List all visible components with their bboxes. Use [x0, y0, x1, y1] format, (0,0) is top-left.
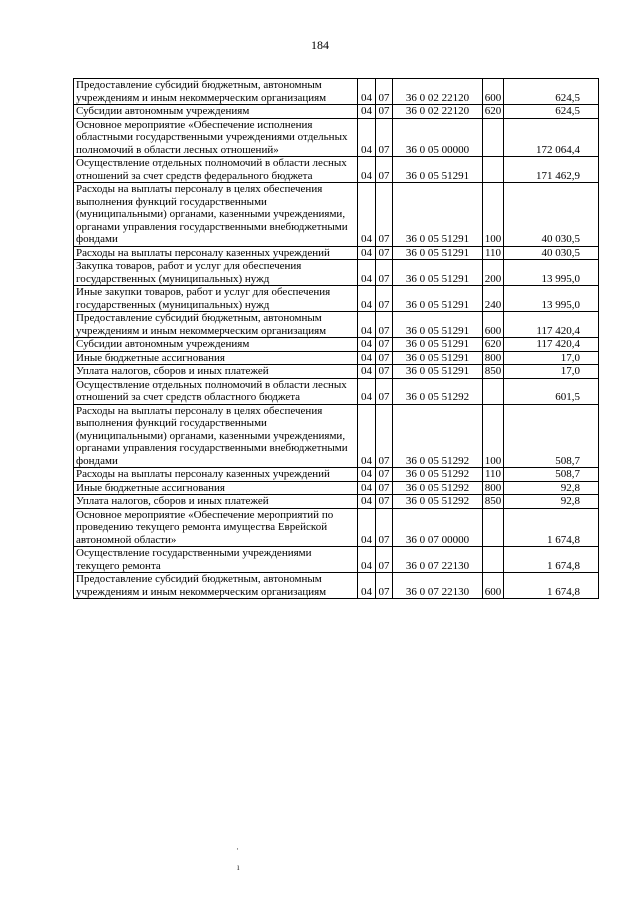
row-name: Основное мероприятие «Обеспечение исполнения областными государственными учреждениями отдельных полномочий в области лесных отношений» [74, 118, 358, 157]
row-code-rz: 04 [358, 468, 376, 482]
row-name: Основное мероприятие «Обеспечение мероприятий по проведению текущего ремонта имущества Еврейской автономной области» [74, 508, 358, 547]
budget-table [73, 78, 599, 599]
row-sum: 171 462,9 [504, 157, 599, 183]
table-row [74, 118, 599, 157]
table-row [74, 312, 599, 338]
row-code-csr: 36 0 05 51291 [393, 351, 483, 365]
row-sum: 92,8 [504, 495, 599, 509]
row-code-pr: 07 [376, 404, 393, 468]
row-name: Расходы на выплаты персоналу в целях обеспечения выполнения функций государственными (муниципальными) органами, казенными учреждениями, органами управления государственными внебюджетными фондами [74, 404, 358, 468]
row-code-vr [483, 118, 504, 157]
row-code-pr: 07 [376, 508, 393, 547]
row-code-pr: 07 [376, 79, 393, 105]
row-sum: 13 995,0 [504, 286, 599, 312]
row-code-pr: 07 [376, 312, 393, 338]
row-code-csr: 36 0 05 51291 [393, 260, 483, 286]
row-name: Предоставление субсидий бюджетным, автономным учреждениям и иным некоммерческим организациям [74, 312, 358, 338]
table-row [74, 573, 599, 599]
row-code-rz: 04 [358, 183, 376, 247]
row-code-csr: 36 0 02 22120 [393, 79, 483, 105]
row-code-vr: 850 [483, 495, 504, 509]
row-code-csr: 36 0 07 00000 [393, 508, 483, 547]
row-code-vr: 600 [483, 79, 504, 105]
row-sum: 601,5 [504, 378, 599, 404]
row-sum: 508,7 [504, 404, 599, 468]
row-name: Субсидии автономным учреждениям [74, 105, 358, 119]
row-code-csr: 36 0 05 51291 [393, 338, 483, 352]
table-row [74, 404, 599, 468]
table-row [74, 260, 599, 286]
row-code-csr: 36 0 07 22130 [393, 573, 483, 599]
row-code-pr: 07 [376, 260, 393, 286]
row-code-pr: 07 [376, 338, 393, 352]
row-code-vr: 110 [483, 246, 504, 260]
scan-mark: ı [237, 862, 240, 872]
table-row [74, 246, 599, 260]
row-code-pr: 07 [376, 105, 393, 119]
row-code-csr: 36 0 05 51291 [393, 183, 483, 247]
row-code-pr: 07 [376, 365, 393, 379]
row-name: Расходы на выплаты персоналу казенных учреждений [74, 468, 358, 482]
row-code-csr: 36 0 07 22130 [393, 547, 483, 573]
row-code-pr: 07 [376, 183, 393, 247]
row-code-vr: 100 [483, 183, 504, 247]
row-code-vr: 620 [483, 105, 504, 119]
row-code-rz: 04 [358, 286, 376, 312]
row-code-pr: 07 [376, 468, 393, 482]
row-code-csr: 36 0 05 51291 [393, 157, 483, 183]
row-code-vr: 850 [483, 365, 504, 379]
table-row [74, 495, 599, 509]
table-row [74, 157, 599, 183]
row-code-rz: 04 [358, 246, 376, 260]
row-code-vr: 800 [483, 351, 504, 365]
row-code-rz: 04 [358, 378, 376, 404]
row-code-vr: 110 [483, 468, 504, 482]
row-code-rz: 04 [358, 118, 376, 157]
row-code-csr: 36 0 05 51291 [393, 365, 483, 379]
row-sum: 40 030,5 [504, 246, 599, 260]
row-code-rz: 04 [358, 481, 376, 495]
row-sum: 508,7 [504, 468, 599, 482]
row-code-rz: 04 [358, 79, 376, 105]
row-name: Иные бюджетные ассигнования [74, 351, 358, 365]
row-name: Субсидии автономным учреждениям [74, 338, 358, 352]
row-code-vr [483, 378, 504, 404]
row-name: Расходы на выплаты персоналу казенных учреждений [74, 246, 358, 260]
page-number: 184 [311, 38, 329, 52]
row-code-pr: 07 [376, 157, 393, 183]
row-code-pr: 07 [376, 573, 393, 599]
row-name: Предоставление субсидий бюджетным, автономным учреждениям и иным некоммерческим организациям [74, 79, 358, 105]
row-sum: 1 674,8 [504, 508, 599, 547]
row-code-vr [483, 508, 504, 547]
row-code-csr: 36 0 05 51291 [393, 312, 483, 338]
row-code-csr: 36 0 05 51292 [393, 495, 483, 509]
row-code-csr: 36 0 05 51292 [393, 481, 483, 495]
row-sum: 1 674,8 [504, 547, 599, 573]
row-sum: 92,8 [504, 481, 599, 495]
row-code-csr: 36 0 02 22120 [393, 105, 483, 119]
row-code-pr: 07 [376, 286, 393, 312]
row-name: Расходы на выплаты персоналу в целях обеспечения выполнения функций государственными (муниципальными) органами, казенными учреждениями, органами управления государственными внебюджетными фондами [74, 183, 358, 247]
row-code-rz: 04 [358, 157, 376, 183]
row-name: Закупка товаров, работ и услуг для обеспечения государственных (муниципальных) нужд [74, 260, 358, 286]
row-code-rz: 04 [358, 573, 376, 599]
table-row [74, 183, 599, 247]
row-code-rz: 04 [358, 312, 376, 338]
row-code-pr: 07 [376, 495, 393, 509]
row-code-rz: 04 [358, 338, 376, 352]
row-name: Осуществление отдельных полномочий в области лесных отношений за счет средств областного бюджета [74, 378, 358, 404]
row-sum: 13 995,0 [504, 260, 599, 286]
row-sum: 1 674,8 [504, 573, 599, 599]
row-code-vr: 620 [483, 338, 504, 352]
row-sum: 117 420,4 [504, 338, 599, 352]
row-code-rz: 04 [358, 495, 376, 509]
row-name: Уплата налогов, сборов и иных платежей [74, 365, 358, 379]
row-code-vr: 100 [483, 404, 504, 468]
row-code-vr [483, 547, 504, 573]
row-name: Осуществление отдельных полномочий в области лесных отношений за счет средств федерального бюджета [74, 157, 358, 183]
row-code-rz: 04 [358, 508, 376, 547]
row-code-rz: 04 [358, 365, 376, 379]
row-sum: 117 420,4 [504, 312, 599, 338]
row-code-rz: 04 [358, 351, 376, 365]
row-sum: 624,5 [504, 79, 599, 105]
scan-mark: · [236, 844, 239, 854]
row-code-csr: 36 0 05 51291 [393, 286, 483, 312]
table-row [74, 286, 599, 312]
row-code-vr [483, 157, 504, 183]
table-row [74, 468, 599, 482]
row-code-csr: 36 0 05 00000 [393, 118, 483, 157]
table-row [74, 481, 599, 495]
row-sum: 17,0 [504, 365, 599, 379]
row-code-pr: 07 [376, 547, 393, 573]
row-sum: 17,0 [504, 351, 599, 365]
row-code-csr: 36 0 05 51292 [393, 404, 483, 468]
row-code-rz: 04 [358, 404, 376, 468]
row-code-rz: 04 [358, 547, 376, 573]
row-sum: 624,5 [504, 105, 599, 119]
row-name: Уплата налогов, сборов и иных платежей [74, 495, 358, 509]
table-row [74, 365, 599, 379]
row-code-rz: 04 [358, 105, 376, 119]
row-sum: 40 030,5 [504, 183, 599, 247]
row-sum: 172 064,4 [504, 118, 599, 157]
row-code-csr: 36 0 05 51292 [393, 468, 483, 482]
row-name: Предоставление субсидий бюджетным, автономным учреждениям и иным некоммерческим организациям [74, 573, 358, 599]
row-code-pr: 07 [376, 378, 393, 404]
row-code-vr: 200 [483, 260, 504, 286]
row-code-rz: 04 [358, 260, 376, 286]
row-code-pr: 07 [376, 246, 393, 260]
row-code-pr: 07 [376, 481, 393, 495]
table-row [74, 378, 599, 404]
table-row [74, 105, 599, 119]
row-name: Иные закупки товаров, работ и услуг для обеспечения государственных (муниципальных) нужд [74, 286, 358, 312]
row-name: Осуществление государственными учреждениями текущего ремонта [74, 547, 358, 573]
row-code-vr: 600 [483, 573, 504, 599]
row-code-vr: 240 [483, 286, 504, 312]
table-row [74, 79, 599, 105]
row-name: Иные бюджетные ассигнования [74, 481, 358, 495]
row-code-csr: 36 0 05 51291 [393, 246, 483, 260]
row-code-vr: 600 [483, 312, 504, 338]
row-code-pr: 07 [376, 351, 393, 365]
row-code-csr: 36 0 05 51292 [393, 378, 483, 404]
table-row [74, 338, 599, 352]
row-code-vr: 800 [483, 481, 504, 495]
table-row [74, 508, 599, 547]
row-code-pr: 07 [376, 118, 393, 157]
table-row [74, 547, 599, 573]
table-row [74, 351, 599, 365]
